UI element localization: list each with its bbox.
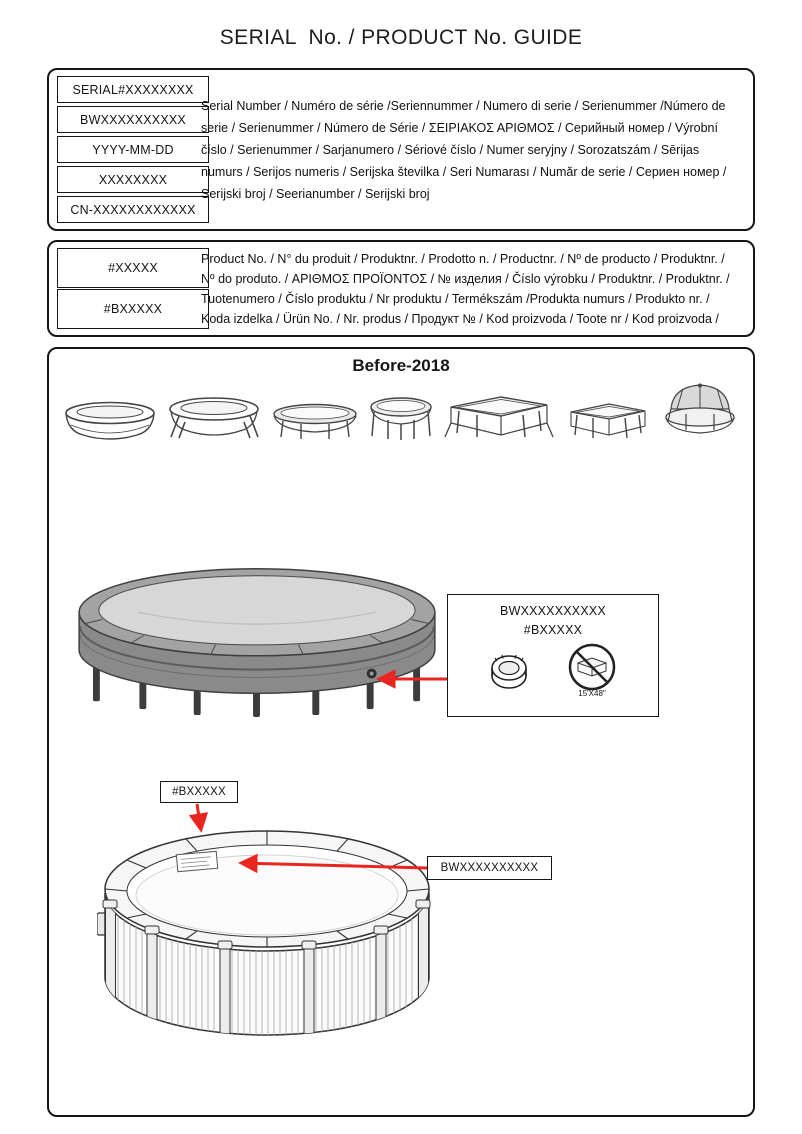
dome-canopy-pool-icon bbox=[661, 383, 739, 441]
product-description: Product No. / N° du produit / Produktnr. / Prodotto n. / Productnr. / Nº de producto / Produktnr. / Nº do produto. / ΑΡΙΘΜΟΣ ΠΡΟΪΟΝΤΟΣ / № изделия / Číslo výrobku / Produktnr. / Produktnr. / Tuotenumero / Číslo produktu / Nr produktu / Termékszám /Produkta numurs / Produkto nr. / Koda izdelka / Ürün No. / Nr. produs / Продукт № / Kod proizvoda / Toote nr / Kod proizvoda / bbox=[201, 251, 730, 326]
serial-number-box bbox=[47, 68, 755, 231]
steel-pool-product-label: #BXXXXX bbox=[160, 781, 238, 803]
product-description-wrap bbox=[201, 242, 741, 335]
pool-size-text: 15'X48" bbox=[578, 689, 606, 698]
steel-wall-pool-illustration bbox=[97, 817, 442, 1047]
round-frame-pool-icon bbox=[368, 396, 434, 441]
callout-serial-number: BWXXXXXXXXXX bbox=[500, 604, 606, 618]
product-code-format-2: #BXXXXX bbox=[57, 289, 209, 329]
serial-description: Serial Number / Numéro de série /Seriennummer / Numero di serie / Serienummer /Número de serie / Serienummer / Número de Série / ΣΕΙΡΙΑΚΟΣ ΑΡΙΘΜΟΣ / Серийный номер / Výrobní číslo / Serienummer / Sarjanumero / Sériové číslo / Numer seryjny / Sorozatszám / Sērijas numurs / Serijos numeris / Serijska številka / Seri Numarası / Număr de serie / Сериен номер / Serijski broj / Seerianumber / Serijski broj bbox=[201, 98, 727, 201]
product-code-cells bbox=[57, 248, 209, 329]
pool-type-row bbox=[63, 379, 739, 441]
product-number-box bbox=[47, 240, 755, 337]
oval-inflatable-pool-icon bbox=[167, 396, 262, 441]
product-code-format-1: #XXXXX bbox=[57, 248, 209, 288]
serial-code-format-5: CN-XXXXXXXXXXXX bbox=[57, 196, 209, 223]
no-pool-size-icon bbox=[561, 641, 623, 699]
rect-frame-pool-icon bbox=[564, 399, 652, 441]
inner-wall-serial-sticker bbox=[176, 851, 217, 871]
serial-description-wrap bbox=[201, 70, 741, 229]
serial-code-format-3: YYYY-MM-DD bbox=[57, 136, 209, 163]
callout-icons bbox=[448, 641, 658, 699]
serial-code-format-1: SERIAL#XXXXXXXX bbox=[57, 76, 209, 103]
callout-product-number: #BXXXXX bbox=[523, 623, 583, 637]
serial-code-format-2: BWXXXXXXXXXX bbox=[57, 106, 209, 133]
before-2018-panel bbox=[47, 347, 755, 1117]
rect-frame-pool-large-icon bbox=[443, 393, 555, 441]
strainer-port-icon bbox=[483, 646, 535, 694]
oval-frame-pool-icon bbox=[271, 403, 359, 441]
steel-pool-serial-label: BWXXXXXXXXXX bbox=[427, 856, 552, 880]
serial-code-format-4: XXXXXXXX bbox=[57, 166, 209, 193]
round-frame-pool-illustration bbox=[67, 551, 447, 719]
serial-code-cells bbox=[57, 76, 209, 223]
inflatable-ring-pool-icon bbox=[63, 401, 158, 441]
section-title: Before-2018 bbox=[352, 356, 450, 375]
serial-location-callout bbox=[447, 594, 659, 717]
page-title: SERIAL No. / PRODUCT No. GUIDE bbox=[219, 26, 583, 49]
pool-wall-port bbox=[367, 669, 377, 679]
